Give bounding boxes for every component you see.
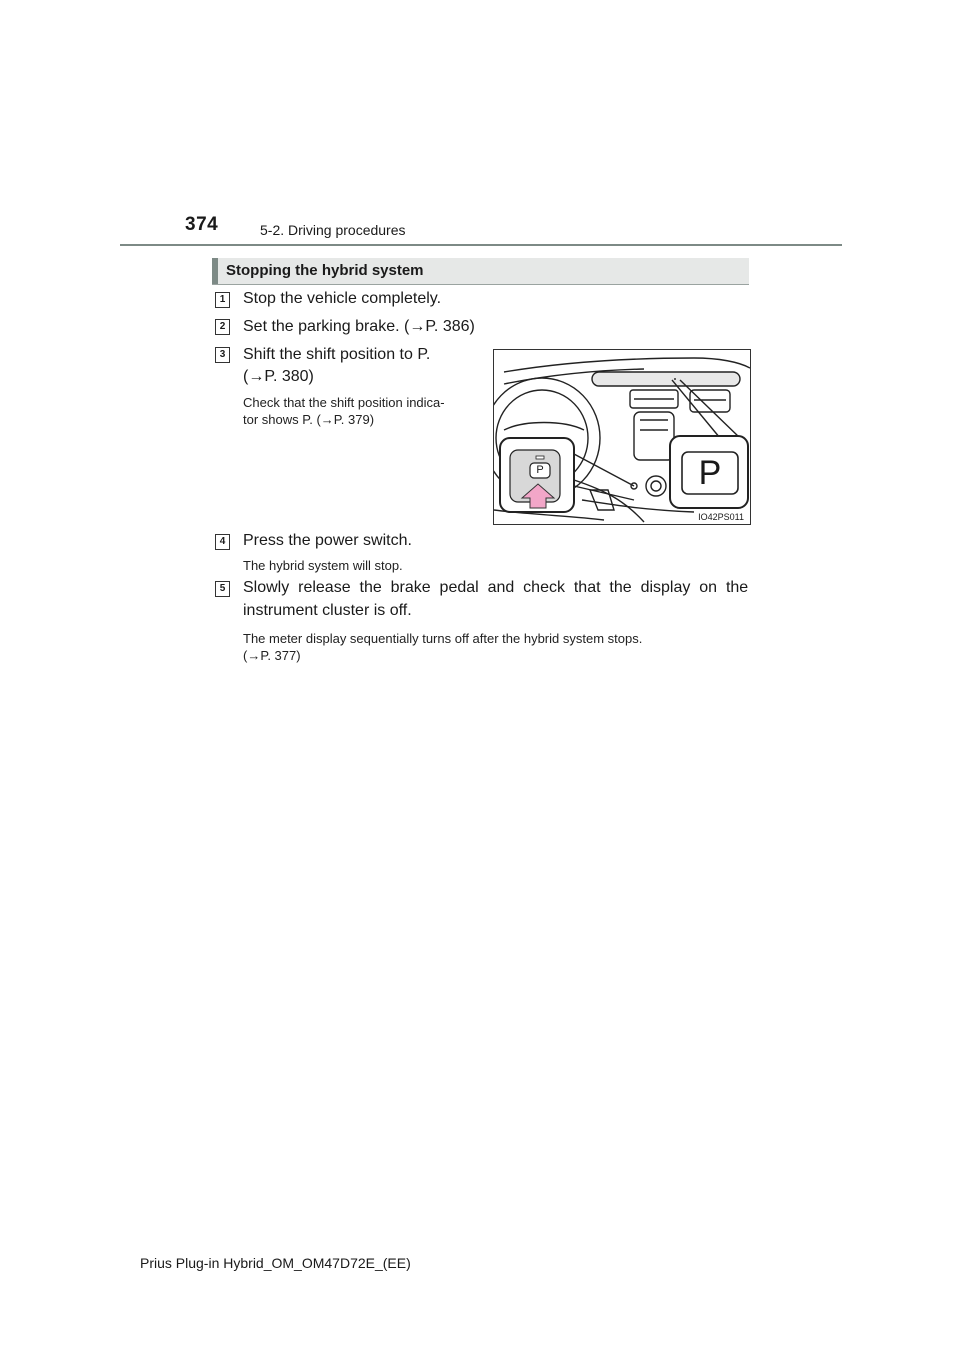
heading-title: Stopping the hybrid system xyxy=(226,262,424,279)
shift-button-label: P xyxy=(536,464,544,476)
step-3-note-line2: tor shows P. (→P. 379) xyxy=(243,412,375,427)
step-3-line1: Shift the shift position to P. xyxy=(243,346,431,363)
step-number-5: 5 xyxy=(215,581,230,597)
step-2-text: Set the parking brake. (→P. 386) xyxy=(243,318,475,335)
step-5-note-line1: The meter display sequentially turns off after the hybrid system stops. xyxy=(243,631,643,646)
page-number: 374 xyxy=(185,214,219,235)
step-4-text: Press the power switch. xyxy=(243,532,412,549)
step-5-note-line2: (→P. 377) xyxy=(243,648,301,663)
heading-accent xyxy=(212,258,218,284)
step-number-1: 1 xyxy=(215,292,230,308)
step-4-note: The hybrid system will stop. xyxy=(243,558,403,573)
footer-document-code: Prius Plug-in Hybrid_OM_OM47D72E_(EE) xyxy=(140,1255,411,1271)
step-5-line1: Slowly release the brake pedal and check that the display on the xyxy=(243,579,749,596)
dashboard-illustration xyxy=(494,350,750,524)
step-5-line2: instrument cluster is off. xyxy=(243,602,412,619)
figure-code: IO42PS011 xyxy=(698,512,744,522)
step-3-note-line1: Check that the shift position indica- xyxy=(243,395,445,410)
header-rule xyxy=(120,244,842,246)
step-number-4: 4 xyxy=(215,534,230,550)
shift-indicator-label: P xyxy=(698,454,722,492)
section-title: 5-2. Driving procedures xyxy=(260,222,406,238)
step-1-text: Stop the vehicle completely. xyxy=(243,290,442,307)
shift-position-figure xyxy=(493,349,751,525)
step-number-3: 3 xyxy=(215,347,230,363)
step-number-2: 2 xyxy=(215,319,230,335)
step-3-line2: (→P. 380) xyxy=(243,368,314,385)
heading-bar xyxy=(212,258,749,285)
